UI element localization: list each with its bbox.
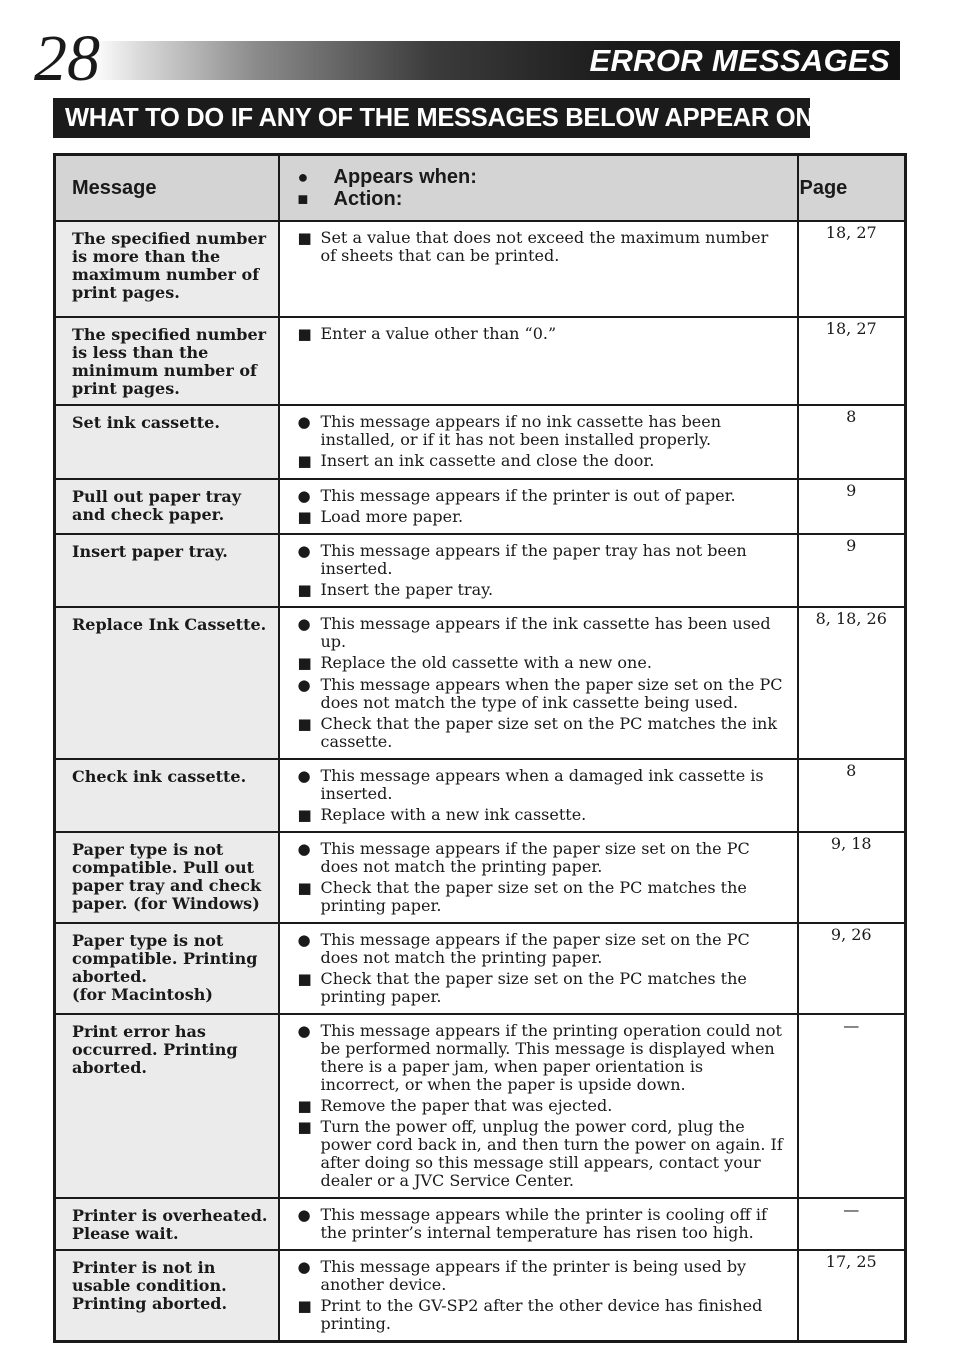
bullet-square-icon: ■ [297,970,312,988]
message-cell: Printer is not in usable condition. Printing aborted. [55,1250,279,1342]
line-text: This message appears when a damaged ink cassette is inserted. [320,766,764,803]
line-text: This message appears when the paper size set on the PC does not match the type of ink cassette being used. [320,675,783,712]
appears-when-line [298,542,785,578]
bullet-circle-icon: ● [297,840,311,858]
bullet-square-icon: ■ [297,581,312,599]
message-cell: Paper type is not compatible. Pull out paper tray and check paper. (for Windows) [55,832,279,923]
line-text: This message appears if the printer is out of paper. [320,486,736,505]
line-text: Print to the GV-SP2 after the other device has finished printing. [320,1296,763,1333]
line-text: Replace with a new ink cassette. [320,805,587,824]
page-reference-cell: 9, 26 [798,923,906,1014]
table-row [55,221,906,317]
description-cell [279,607,798,759]
bullet-circle-icon: ● [297,413,311,431]
bullet-square-icon: ■ [297,325,312,343]
description-cell [279,221,798,317]
description-cell [279,479,798,534]
description-cell [279,1250,798,1342]
bullet-square-icon: ■ [297,654,312,672]
bullet-square-icon: ■ [297,508,312,526]
action-line [298,715,785,751]
header-message: Message [55,155,279,222]
message-cell: The specified number is more than the maximum number of print pages. [55,221,279,317]
header-appears-line [298,166,796,188]
description-cell [279,1198,798,1250]
action-line [298,452,785,470]
line-text: This message appears if the paper size set on the PC does not match the printing paper. [320,839,750,876]
appears-when-line [298,1206,785,1242]
message-cell: Replace Ink Cassette. [55,607,279,759]
page-reference-cell: — [798,1198,906,1250]
line-text: Insert the paper tray. [320,580,494,599]
bullet-square-icon: ■ [297,715,312,733]
header-appears-action [279,155,798,222]
description-cell [279,534,798,607]
header-page: Page [798,155,906,222]
bullet-circle-icon: ● [297,676,311,694]
header-action-label: Action: [333,188,403,210]
bullet-circle-icon: ● [297,767,311,785]
bullet-square-icon: ■ [297,1097,312,1115]
line-text: Load more paper. [320,507,464,526]
table-row [55,759,906,832]
header-appears-label: Appears when: [333,166,477,188]
bullet-circle-icon: ● [297,167,309,187]
description-cell [279,759,798,832]
bullet-circle-icon: ● [297,542,311,560]
line-text: This message appears if the ink cassette has been used up. [320,614,771,651]
appears-when-line [298,840,785,876]
appears-when-line [298,767,785,803]
subtitle-banner: WHAT TO DO IF ANY OF THE MESSAGES BELOW APPEAR ON THE PC [53,98,810,138]
line-text: Set a value that does not exceed the maximum number of sheets that can be printed. [320,228,769,265]
message-cell: Set ink cassette. [55,405,279,479]
line-text: Remove the paper that was ejected. [320,1096,613,1115]
page-reference-cell: 8, 18, 26 [798,607,906,759]
action-line [298,325,785,343]
action-line [298,581,785,599]
bullet-square-icon: ■ [297,806,312,824]
line-text: Enter a value other than “0.” [320,324,557,343]
line-text: This message appears if no ink cassette has been installed, or if it has not been installed properly. [320,412,722,449]
page-reference-cell: 9 [798,479,906,534]
message-cell: The specified number is less than the minimum number of print pages. [55,317,279,405]
page-reference-cell: 18, 27 [798,317,906,405]
bullet-square-icon: ■ [297,452,312,470]
line-text: Turn the power off, unplug the power cord, plug the power cord back in, and then turn the power on again. If after doing so this message still appears, contact your dealer or a JVC Service Center. [320,1117,783,1190]
bullet-square-icon: ■ [297,229,312,247]
bullet-circle-icon: ● [297,487,311,505]
table-row [55,1250,906,1342]
error-messages-table [53,153,907,1343]
action-line [298,1097,785,1115]
action-line [298,806,785,824]
description-cell [279,832,798,923]
line-text: This message appears if the printing operation could not be performed normally. This message is displayed when there is a paper jam, when paper orientation is incorrect, or when the paper is upside down. [320,1021,782,1094]
table-row [55,405,906,479]
line-text: This message appears if the paper tray has not been inserted. [320,541,747,578]
description-cell [279,405,798,479]
table-body [55,221,906,1342]
line-text: Check that the paper size set on the PC matches the ink cassette. [320,714,778,751]
table-row [55,534,906,607]
line-text: Replace the old cassette with a new one. [320,653,652,672]
page-reference-cell: — [798,1014,906,1198]
page-reference-cell: 17, 25 [798,1250,906,1342]
line-text: Check that the paper size set on the PC matches the printing paper. [320,969,747,1006]
line-text: Insert an ink cassette and close the door. [320,451,655,470]
table-row [55,317,906,405]
appears-when-line [298,931,785,967]
table-row [55,1014,906,1198]
bullet-circle-icon: ● [297,615,311,633]
message-cell: Check ink cassette. [55,759,279,832]
header-gradient-bar [92,41,900,80]
description-cell [279,317,798,405]
table-row [55,607,906,759]
page-number: 28 [34,22,100,95]
action-line [298,879,785,915]
line-text: This message appears while the printer is cooling off if the printer’s internal temperature has risen too high. [320,1205,767,1242]
line-text: Check that the paper size set on the PC matches the printing paper. [320,878,747,915]
action-line [298,229,785,265]
bullet-square-icon: ■ [297,189,309,209]
appears-when-line [298,615,785,651]
message-cell: Print error has occurred. Printing aborted. [55,1014,279,1198]
bullet-square-icon: ■ [297,879,312,897]
message-cell: Insert paper tray. [55,534,279,607]
action-line [298,970,785,1006]
line-text: This message appears if the printer is being used by another device. [320,1257,747,1294]
bullet-circle-icon: ● [297,1022,311,1040]
page-reference-cell: 18, 27 [798,221,906,317]
table-row [55,479,906,534]
table-row [55,832,906,923]
appears-when-line [298,676,785,712]
section-title: ERROR MESSAGES [589,43,890,78]
table-header-row [55,155,906,222]
appears-when-line [298,1258,785,1294]
bullet-circle-icon: ● [297,1206,311,1224]
line-text: This message appears if the paper size set on the PC does not match the printing paper. [320,930,750,967]
bullet-square-icon: ■ [297,1118,312,1136]
action-line [298,1297,785,1333]
page-reference-cell: 8 [798,759,906,832]
header-action-line [298,188,796,210]
description-cell [279,923,798,1014]
table-row [55,1198,906,1250]
action-line [298,1118,785,1190]
message-cell: Paper type is not compatible. Printing aborted. (for Macintosh) [55,923,279,1014]
appears-when-line [298,1022,785,1094]
appears-when-line [298,413,785,449]
action-line [298,508,785,526]
appears-when-line [298,487,785,505]
page-reference-cell: 9, 18 [798,832,906,923]
bullet-square-icon: ■ [297,1297,312,1315]
action-line [298,654,785,672]
message-cell: Printer is overheated. Please wait. [55,1198,279,1250]
table-row [55,923,906,1014]
bullet-circle-icon: ● [297,931,311,949]
bullet-circle-icon: ● [297,1258,311,1276]
message-cell: Pull out paper tray and check paper. [55,479,279,534]
description-cell [279,1014,798,1198]
page-reference-cell: 9 [798,534,906,607]
page-reference-cell: 8 [798,405,906,479]
